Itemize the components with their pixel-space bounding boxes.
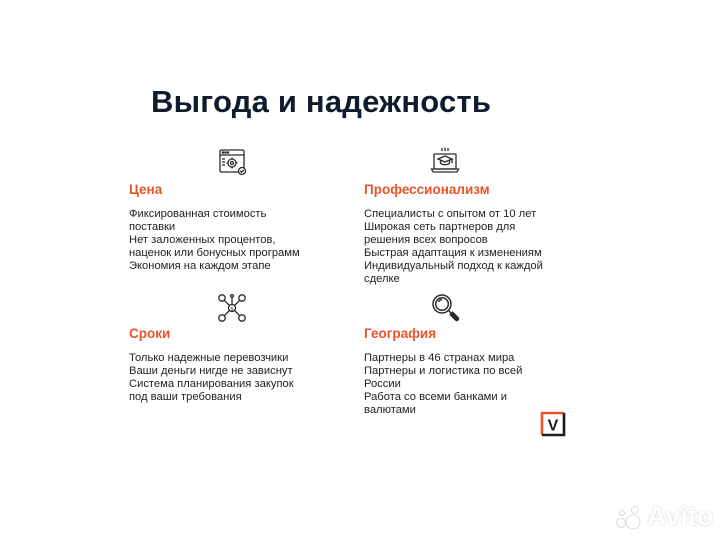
feature-line: валютами (364, 404, 416, 416)
page-title: Выгода и надежность (151, 84, 492, 119)
feature-line: Специалисты с опытом от 10 лет (364, 208, 537, 220)
feature-heading: Профессионализм (364, 182, 490, 197)
feature-line: Экономия на каждом этапе (129, 260, 271, 272)
feature-line: Партнеры в 46 странах мира (364, 352, 515, 364)
feature-heading: Сроки (129, 326, 171, 341)
feature-line: Работа со всеми банками и (364, 391, 507, 403)
feature-line: Партнеры и логистика по всей (364, 365, 523, 377)
feature-line: Нет заложенных процентов, (129, 234, 276, 246)
feature-line: под ваши требования (129, 391, 242, 403)
network-money-icon (217, 293, 247, 323)
feature-line: Фиксированная стоимость (129, 208, 267, 220)
magnifier-icon (430, 292, 460, 322)
brand-v-logo-icon (540, 411, 566, 437)
feature-line: наценок или бонусных программ (129, 247, 300, 259)
avito-watermark (613, 501, 714, 532)
feature-line: России (364, 378, 401, 390)
feature-professionalism (364, 183, 584, 286)
feature-line: поставки (129, 221, 176, 233)
feature-timing (129, 327, 349, 404)
web-settings-icon (218, 147, 248, 177)
feature-line: Только надежные перевозчики (129, 352, 289, 364)
avito-watermark-text: Avito (647, 501, 714, 531)
feature-line: решения всех вопросов (364, 234, 488, 246)
feature-line: Широкая сеть партнеров для (364, 221, 516, 233)
feature-price (129, 183, 349, 273)
feature-heading: Цена (129, 182, 163, 197)
avito-dots-icon (613, 504, 643, 530)
feature-line: Быстрая адаптация к изменениям (364, 247, 542, 259)
laptop-graduation-cap-icon (430, 146, 460, 176)
feature-heading: География (364, 326, 437, 341)
feature-geography (364, 327, 584, 417)
feature-line: сделке (364, 273, 400, 285)
brand-logo-letter: V (547, 417, 559, 435)
feature-line: Система планирования закупок (129, 378, 294, 390)
feature-line: Ваши деньги нигде не зависнут (129, 365, 293, 377)
feature-line: Индивидуальный подход к каждой (364, 260, 543, 272)
svg-text:$: $ (230, 306, 234, 313)
